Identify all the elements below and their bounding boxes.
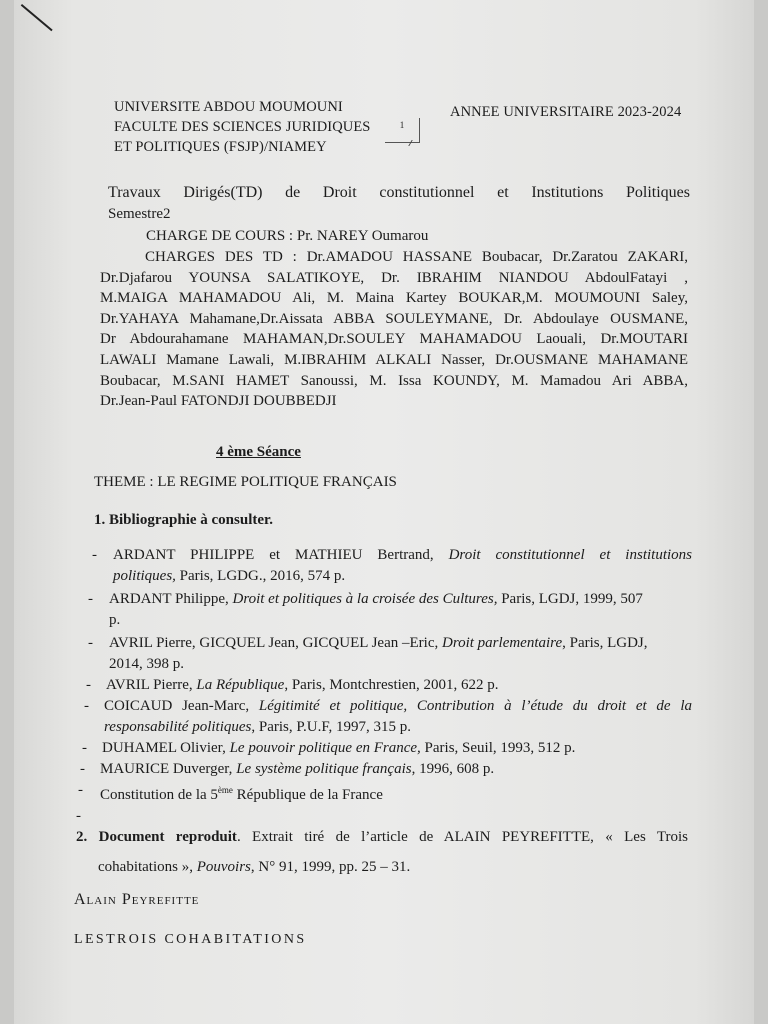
td-line: Dr.Djafarou YOUNSA SALATIKOYE, Dr. IBRAHIM NIANDOU AbdoulFatayi , (100, 269, 688, 286)
bibliography-entry: - MAURICE Duverger, Le système politique français, 1996, 608 p. (80, 761, 495, 777)
td-line: Boubacar, M.SANI HAMET Sanoussi, M. Issa KOUNDY, M. Mamadou Ari ABBA, (100, 372, 688, 389)
bibliography-entry: - DUHAMEL Olivier, Le pouvoir politique en France, Paris, Seuil, 1993, 512 p. (82, 740, 576, 756)
td-line: M.MAIGA MAHAMADOU Ali, M. Maina Kartey BOUKAR,M. MOUMOUNI Saley, (100, 290, 688, 307)
bibliography-entry: - Constitution de la 5ème République de la France (78, 782, 383, 803)
page-number-box (385, 118, 420, 143)
university-name: UNIVERSITE ABDOU MOUMOUNI (114, 99, 343, 115)
document-number: 2. (76, 829, 88, 845)
semester: Semestre2 (108, 206, 171, 222)
td-line: Dr.Jean-Paul FATONDJI DOUBBEDJI (100, 393, 337, 410)
course-title: Travaux Dirigés(TD) de Droit constitutionnel et Institutions Politiques (108, 184, 690, 201)
bibliography-entry: - ARDANT Philippe, Droit et politiques à la croisée des Cultures, Paris, LGDJ, 1999, 507 p. (88, 591, 643, 628)
bibliography-entry: - COICAUD Jean-Marc, Légitimité et politique, Contribution à l’étude du droit et de la responsabilité politiques, Paris, P.U.F, 1997, 315 p. (84, 698, 692, 735)
reproduced-document: 2. Document reproduit. Extrait tiré de l’article de ALAIN PEYREFITTE, « Les Trois cohabitations », Pouvoirs, N° 91, 1999, pp. 25 – 31. (76, 829, 689, 875)
academic-year: ANNEE UNIVERSITAIRE 2023-2024 (450, 104, 682, 120)
td-line: CHARGES DES TD : Dr.AMADOU HASSANE Boubacar, Dr.Zaratou ZAKARI, (145, 249, 688, 265)
article-author: Alain Peyrefitte (74, 891, 200, 908)
bibliography-entry: - AVRIL Pierre, GICQUEL Jean, GICQUEL Jean –Eric, Droit parlementaire, Paris, LGDJ, 2014, 398 p. (88, 635, 648, 672)
article-title: LESTROIS COHABITATIONS (74, 932, 307, 947)
td-line: Dr.YAHAYA Mahamane,Dr.Aissata ABBA SOULEYMANE, Dr. Abdoulaye OUSMANE, (100, 310, 688, 327)
td-staff-list (100, 247, 688, 412)
td-line: Dr Abdourahamane MAHAMAN,Dr.SOULEY MAHAMADOU Laouali, Dr.MOUTARI (100, 331, 688, 348)
page-number: 1 (399, 120, 405, 130)
session-theme: THEME : LE REGIME POLITIQUE FRANÇAIS (94, 474, 397, 490)
bibliography-list: - ARDANT PHILIPPE et MATHIEU Bertrand, Droit constitutionnel et institutions politiques, Paris, LGDG., 2016, 574 p. - ARDANT Philippe, Droit et politiques à la croisée des Cultures, Paris, LGDJ, 1999, 507 p. - AVRIL Pierre, GICQUEL Jean, GICQUEL Jean –Eric, Droit parlementaire, Paris, LGDJ, 2014, 398 p. - AVRIL Pierre, La République, Paris, Montchrestien, 2001, 622 p. - COICAUD Jean-Marc, Légitimité et politique, Contribution à l’étude du droit et de la responsabilité politiques, Paris, P.U.F, 1997, 315 p. - DUHAMEL Olivier, Le pouvoir politique en France, Paris, Seuil, 1993, 512 p. - MAURICE Duverger, Le système politique français, 1996, 608 p. - Constitution de la 5ème République de la France - (76, 547, 692, 824)
bibliography-entry: - ARDANT PHILIPPE et MATHIEU Bertrand, Droit constitutionnel et institutions politiques, Paris, LGDG., 2016, 574 p. (92, 547, 692, 584)
bibliography-heading: 1. Bibliographie à consulter. (94, 512, 274, 528)
session-label: 4 ème Séance (216, 444, 301, 460)
td-line: LAWALI Mamane Lawali, M.IBRAHIM ALKALI Nasser, Dr.OUSMANE MAHAMANE (100, 351, 688, 368)
journal-name: Pouvoirs (196, 859, 251, 875)
faculty-line-2: ET POLITIQUES (FSJP)/NIAMEY (114, 139, 327, 155)
lecturer: CHARGE DE COURS : Pr. NAREY Oumarou (146, 228, 429, 244)
document-label: Document reproduit (98, 829, 237, 845)
faculty-line-1: FACULTE DES SCIENCES JURIDIQUES (114, 119, 371, 135)
bibliography-entry: - AVRIL Pierre, La République, Paris, Montchrestien, 2001, 622 p. (86, 677, 499, 693)
